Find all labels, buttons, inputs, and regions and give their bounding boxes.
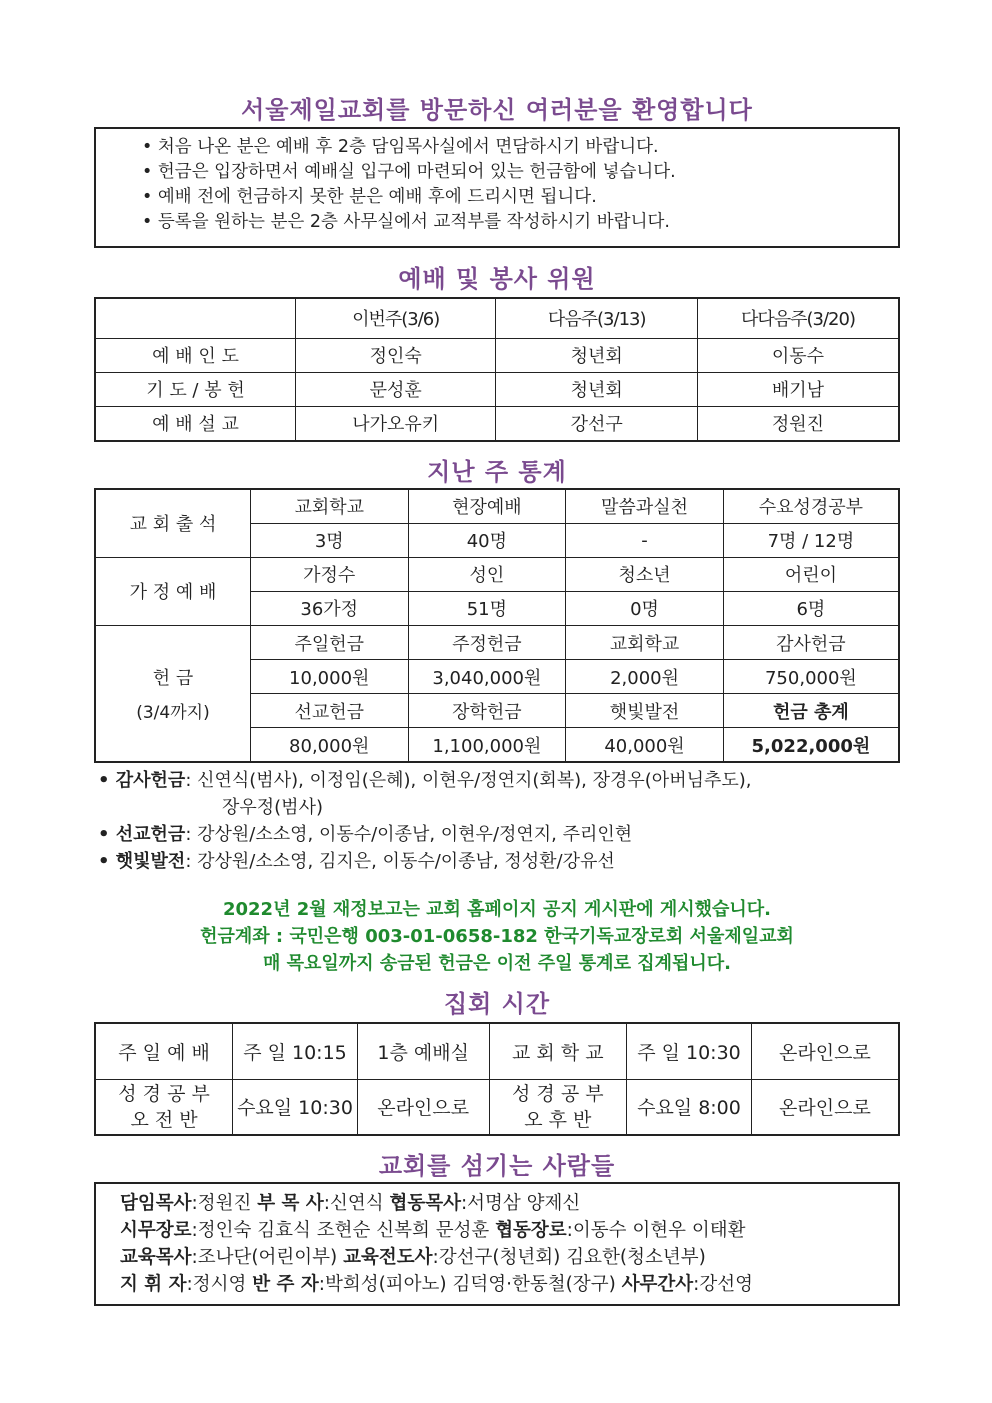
stats-title: 지난 주 통계 xyxy=(427,458,567,486)
meeting-name-sub: 오 전 반 xyxy=(130,1108,198,1131)
welcome-item: • 등록을 원하는 분은 2층 사무실에서 교적부를 작성하시기 바랍니다. xyxy=(142,212,670,232)
stats-header: 햇빛발전 xyxy=(566,694,724,728)
meeting-place: 온라인으로 xyxy=(357,1079,489,1135)
service-cell: 정원진 xyxy=(697,406,899,441)
announcements xyxy=(94,896,900,977)
note-text: : 강상원/소소영, 이동수/이종남, 이현우/정연지, 주리인현 xyxy=(185,824,633,845)
service-cell: 문성훈 xyxy=(295,372,496,406)
staff-names: :정인숙 김효식 조현순 신복희 문성훈 xyxy=(191,1220,496,1241)
service-role: 예 배 인 도 xyxy=(95,338,295,372)
meeting-name: 교 회 학 교 xyxy=(489,1023,627,1079)
stats-value: 750,000원 xyxy=(723,660,899,694)
stats-header: 가정수 xyxy=(250,557,408,591)
service-cell: 이동수 xyxy=(697,338,899,372)
stats-header: 장학헌금 xyxy=(408,694,566,728)
service-cell: 청년회 xyxy=(496,372,698,406)
service-header: 이번주(3/6) xyxy=(295,298,496,338)
meetings-table xyxy=(94,1022,900,1136)
welcome-box xyxy=(94,127,900,248)
staff-line xyxy=(120,1244,898,1271)
note-text: : 강상원/소소영, 김지은, 이동수/이종남, 정성환/강유선 xyxy=(185,851,615,872)
staff-line xyxy=(120,1217,898,1244)
staff-role: 부 목 사 xyxy=(257,1193,324,1214)
stats-header: 현장예배 xyxy=(408,489,566,523)
stats-value: 3,040,000원 xyxy=(408,660,566,694)
offering-notes xyxy=(98,767,898,875)
service-role: 예 배 설 교 xyxy=(95,406,295,441)
note-text: : 신연식(범사), 이정임(은혜), 이현우/정연지(회복), 장경우(아버님추도), xyxy=(185,770,752,791)
stats-value: 40명 xyxy=(408,523,566,557)
service-cell: 정인숙 xyxy=(295,338,496,372)
staff-role: 시무장로 xyxy=(120,1220,192,1241)
service-title: 예배 및 봉사 위원 xyxy=(398,265,596,293)
staff-role: 담임목사 xyxy=(120,1193,192,1214)
service-cell: 나가오유키 xyxy=(295,406,496,441)
staff-role: 교육전도사 xyxy=(343,1247,433,1268)
note-label: • 선교헌금 xyxy=(98,824,186,845)
staff-line xyxy=(120,1190,898,1217)
meeting-name: 주 일 예 배 xyxy=(95,1023,233,1079)
staff-role: 교육목사 xyxy=(120,1247,192,1268)
offering-total-value: 5,022,000원 xyxy=(723,728,899,762)
meeting-place: 온라인으로 xyxy=(751,1023,899,1079)
stats-header: 교회학교 xyxy=(566,626,724,660)
meeting-name-cell xyxy=(489,1079,627,1135)
stats-value: - xyxy=(566,523,724,557)
note-label: • 감사헌금 xyxy=(98,770,186,791)
stats-header: 주정헌금 xyxy=(408,626,566,660)
stats-header: 어린이 xyxy=(723,557,899,591)
meeting-name: 성 경 공 부 xyxy=(118,1082,210,1105)
stats-header: 성인 xyxy=(408,557,566,591)
welcome-title: 서울제일교회를 방문하신 여러분을 환영합니다 xyxy=(241,96,753,124)
meetings-title: 집회 시간 xyxy=(443,990,551,1018)
stats-header: 주일헌금 xyxy=(250,626,408,660)
staff-role: 반 주 자 xyxy=(252,1274,319,1295)
staff-names: :서명삼 양제신 xyxy=(460,1193,581,1214)
service-cell: 배기남 xyxy=(697,372,899,406)
welcome-item: • 예배 전에 헌금하지 못한 분은 예배 후에 드리시면 됩니다. xyxy=(142,187,597,207)
meeting-place: 온라인으로 xyxy=(751,1079,899,1135)
stats-value: 51명 xyxy=(408,591,566,625)
stats-value: 6명 xyxy=(723,591,899,625)
service-header: 다다음주(3/20) xyxy=(697,298,899,338)
stats-header: 감사헌금 xyxy=(723,626,899,660)
meeting-name-sub: 오 후 반 xyxy=(524,1108,592,1131)
announcement-line: 헌금계좌 : 국민은행 003-01-0658-182 한국기독교장로회 서울제일교회 xyxy=(200,926,794,947)
staff-names: :신연식 xyxy=(323,1193,390,1214)
meeting-time: 수요일 8:00 xyxy=(627,1079,752,1135)
stats-header: 청소년 xyxy=(566,557,724,591)
meeting-time: 수요일 10:30 xyxy=(233,1079,358,1135)
meeting-name: 성 경 공 부 xyxy=(512,1082,604,1105)
stats-value: 10,000원 xyxy=(250,660,408,694)
offering-label: 헌 금 xyxy=(152,668,194,689)
stats-value: 36가정 xyxy=(250,591,408,625)
service-table xyxy=(94,297,900,442)
staff-names: :조나단(어린이부) xyxy=(191,1247,344,1268)
staff-role: 협동목사 xyxy=(389,1193,461,1214)
stats-value: 40,000원 xyxy=(566,728,724,762)
stats-table xyxy=(94,488,900,763)
service-cell: 청년회 xyxy=(496,338,698,372)
service-header: 다음주(3/13) xyxy=(496,298,698,338)
stats-header: 수요성경공부 xyxy=(723,489,899,523)
meeting-place: 1층 예배실 xyxy=(357,1023,489,1079)
offering-sublabel: (3/4까지) xyxy=(136,703,210,723)
staff-names: :정시영 xyxy=(186,1274,253,1295)
welcome-item: • 헌금은 입장하면서 예배실 입구에 마련되어 있는 헌금함에 넣습니다. xyxy=(142,162,676,182)
note-text: 장우정(범사) xyxy=(222,797,323,818)
offering-label-cell xyxy=(95,626,250,763)
stats-header: 말씀과실천 xyxy=(566,489,724,523)
stats-value: 3명 xyxy=(250,523,408,557)
staff-names: :강선구(청년회) 김요한(청소년부) xyxy=(432,1247,706,1268)
meeting-name-cell xyxy=(95,1079,233,1135)
staff-box xyxy=(94,1182,900,1306)
meeting-time: 주 일 10:30 xyxy=(627,1023,752,1079)
note-label: • 햇빛발전 xyxy=(98,851,186,872)
stats-value: 1,100,000원 xyxy=(408,728,566,762)
service-cell: 강선구 xyxy=(496,406,698,441)
announcement-line: 매 목요일까지 송금된 헌금은 이전 주일 통계로 집계됩니다. xyxy=(262,953,731,974)
staff-line xyxy=(120,1271,898,1298)
stats-value: 0명 xyxy=(566,591,724,625)
staff-role: 사무간사 xyxy=(621,1274,694,1295)
family-label: 가 정 예 배 xyxy=(95,557,250,625)
service-role: 기 도 / 봉 헌 xyxy=(95,372,295,406)
staff-names: :강선영 xyxy=(693,1274,754,1295)
stats-value: 7명 / 12명 xyxy=(723,523,899,557)
stats-header: 선교헌금 xyxy=(250,694,408,728)
offering-total-header: 헌금 총계 xyxy=(723,694,899,728)
stats-value: 2,000원 xyxy=(566,660,724,694)
welcome-item: • 처음 나온 분은 예배 후 2층 담임목사실에서 면담하시기 바랍니다. xyxy=(142,137,659,157)
staff-role: 지 휘 자 xyxy=(120,1274,187,1295)
stats-value: 80,000원 xyxy=(250,728,408,762)
stats-header: 교회학교 xyxy=(250,489,408,523)
staff-names: :정원진 xyxy=(191,1193,258,1214)
meeting-time: 주 일 10:15 xyxy=(233,1023,358,1079)
announcement-line: 2022년 2월 재정보고는 교회 홈페이지 공지 게시판에 게시했습니다. xyxy=(222,899,772,920)
service-header xyxy=(95,298,295,338)
staff-title: 교회를 섬기는 사람들 xyxy=(378,1152,616,1180)
staff-names: :이동수 이현우 이태환 xyxy=(566,1220,746,1241)
attendance-label: 교 회 출 석 xyxy=(95,489,250,557)
staff-role: 협동장로 xyxy=(495,1220,567,1241)
staff-names: :박희성(피아노) 김덕영·한동철(장구) xyxy=(318,1274,622,1295)
